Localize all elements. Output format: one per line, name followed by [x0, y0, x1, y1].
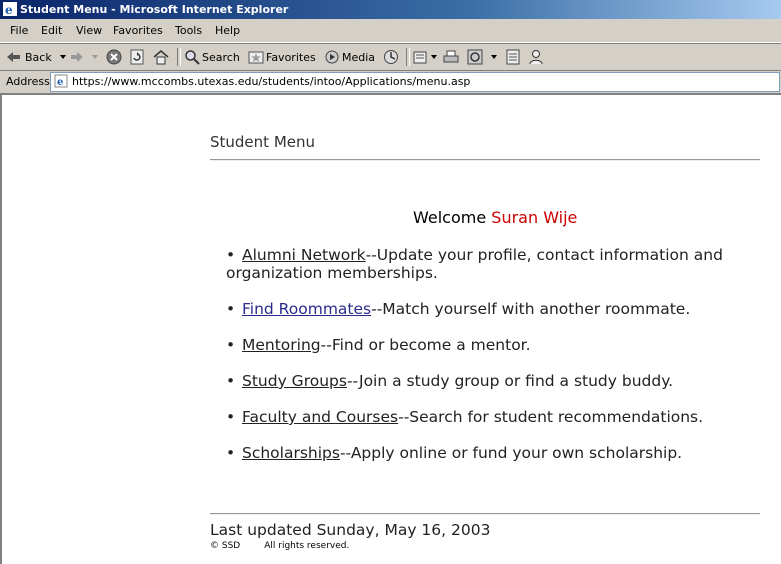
refresh-icon [129, 49, 145, 65]
mentoring-link[interactable]: Mentoring [242, 336, 321, 354]
window-title-bar[interactable] [0, 0, 781, 19]
find-roommates-link[interactable]: Find Roommates [242, 300, 372, 318]
bullet: • [226, 408, 236, 426]
mail-button[interactable] [413, 48, 437, 66]
back-label: Back [25, 50, 52, 64]
edit-dropdown-icon[interactable] [491, 55, 497, 59]
student-menu-list [226, 246, 761, 480]
bullet: • [226, 246, 236, 264]
messenger-button[interactable] [528, 48, 544, 66]
home-icon [153, 49, 169, 65]
back-arrow-icon [6, 50, 22, 64]
favorites-label: Favorites [266, 50, 316, 64]
search-icon [184, 49, 200, 65]
list-item [226, 246, 761, 282]
bullet: • [226, 300, 236, 318]
list-item [226, 408, 761, 426]
list-item [226, 300, 761, 318]
menu-file[interactable]: File [10, 24, 29, 37]
bullet: • [226, 444, 236, 462]
messenger-person-icon [528, 49, 544, 65]
edit-button[interactable] [467, 48, 497, 66]
search-label: Search [202, 50, 240, 64]
menu-view[interactable]: View [76, 24, 103, 37]
stop-icon [106, 49, 122, 65]
faculty-and-courses-desc: --Search for student recommendations. [398, 408, 704, 426]
scholarships-link[interactable]: Scholarships [242, 444, 340, 462]
favorites-button[interactable] [248, 48, 316, 66]
mail-dropdown-icon[interactable] [431, 55, 437, 59]
window-title: Student Menu - Microsoft Internet Explorer [20, 3, 289, 16]
bullet: • [226, 336, 236, 354]
back-dropdown-icon[interactable] [60, 55, 66, 59]
address-url[interactable]: https://www.mccombs.utexas.edu/students/intoo/Applications/menu.asp [72, 75, 471, 88]
media-button[interactable] [324, 48, 375, 66]
title-divider [210, 159, 760, 161]
list-item [226, 372, 761, 390]
back-button[interactable] [6, 48, 66, 66]
stop-button[interactable] [106, 48, 122, 66]
user-name: Suran Wije [491, 208, 578, 227]
mail-icon [413, 49, 429, 65]
find-roommates-desc: --Match yourself with another roommate. [371, 300, 691, 318]
address-input[interactable] [50, 72, 780, 92]
footer-divider [210, 513, 760, 515]
copyright-line [210, 541, 349, 551]
welcome-prefix: Welcome [413, 208, 487, 227]
menu-help[interactable]: Help [215, 24, 241, 37]
standard-toolbar [0, 43, 781, 71]
menu-favorites[interactable]: Favorites [113, 24, 163, 37]
history-icon [383, 49, 399, 65]
media-icon [324, 49, 340, 65]
mentoring-desc: --Find or become a mentor. [320, 336, 531, 354]
refresh-button[interactable] [129, 48, 145, 66]
media-label: Media [342, 50, 376, 64]
last-updated: Last updated Sunday, May 16, 2003 [210, 521, 491, 539]
list-item [226, 444, 761, 462]
home-button[interactable] [153, 48, 169, 66]
discuss-icon [505, 49, 521, 65]
forward-arrow-icon [70, 50, 84, 64]
scholarships-desc: --Apply online or fund your own scholarship. [339, 444, 683, 462]
menu-edit[interactable]: Edit [41, 24, 63, 37]
page-icon [54, 74, 68, 91]
menu-tools[interactable]: Tools [175, 24, 203, 37]
toolbar-separator [406, 48, 410, 66]
forward-dropdown-icon[interactable] [92, 55, 98, 59]
bullet: • [226, 372, 236, 390]
faculty-and-courses-link[interactable]: Faculty and Courses [242, 408, 399, 426]
print-button[interactable] [443, 48, 459, 66]
forward-button[interactable] [70, 48, 98, 66]
study-groups-link[interactable]: Study Groups [242, 372, 347, 390]
welcome-message [413, 208, 577, 227]
edit-icon [467, 49, 483, 65]
page-title: Student Menu [210, 133, 315, 151]
history-button[interactable] [383, 48, 399, 66]
svg-text:e: e [5, 3, 13, 16]
address-label: Address [6, 75, 50, 88]
svg-text:e: e [57, 77, 64, 88]
search-button[interactable] [184, 48, 240, 66]
alumni-network-link[interactable]: Alumni Network [242, 246, 366, 264]
favorites-star-icon [248, 49, 264, 65]
discuss-button[interactable] [505, 48, 521, 66]
print-icon [443, 49, 459, 65]
internet-explorer-icon [3, 2, 17, 16]
alumni-network-desc: --Update your profile, contact information and organization memberships. [226, 246, 723, 282]
menu-bar [0, 19, 781, 43]
copyright-text: © SSD [210, 541, 241, 551]
rights-text: All rights reserved. [264, 541, 350, 551]
toolbar-separator [177, 48, 181, 66]
list-item [226, 336, 761, 354]
address-bar [0, 70, 781, 93]
study-groups-desc: --Join a study group or find a study buddy. [346, 372, 674, 390]
